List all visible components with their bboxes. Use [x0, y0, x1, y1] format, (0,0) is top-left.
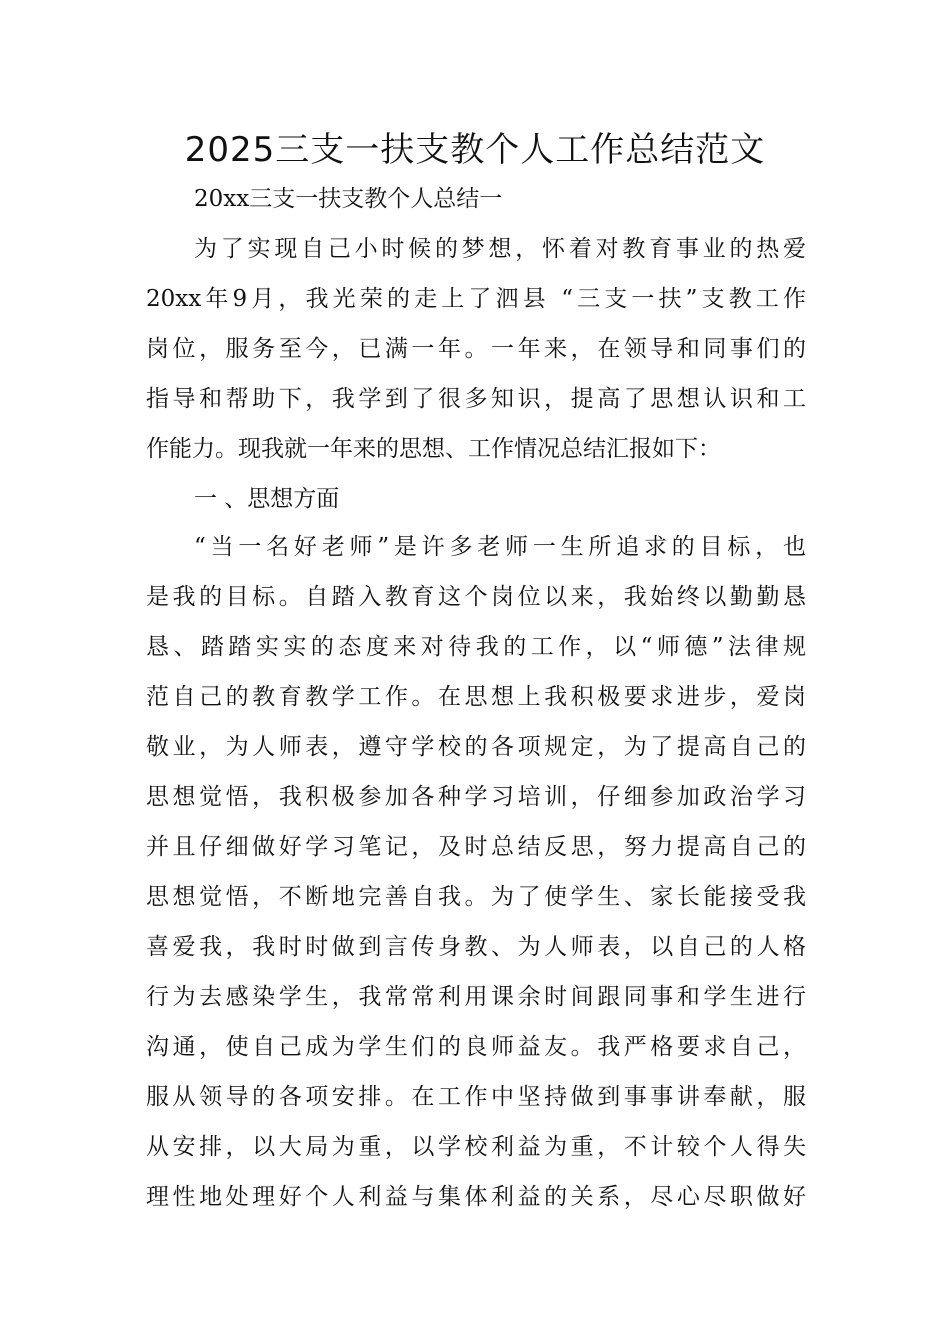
paragraph-line: 指导和帮助下，我学到了很多知识，提高了思想认识和工 [146, 386, 806, 412]
paragraph-line: 思想觉悟，不断地完善自我。为了使学生、家长能接受我 [146, 884, 806, 910]
paragraph-line: 沟通，使自己成为学生们的良师益友。我严格要求自己， [146, 1034, 806, 1060]
paragraph-intro [146, 224, 806, 474]
paragraph-line: 作能力。现我就一年来的思想、工作情况总结汇报如下： [146, 436, 721, 462]
paragraph-line: 岗位，服务至今，已满一年。一年来，在领导和同事们的 [146, 336, 806, 362]
paragraph-line: 恳、踏踏实实的态度来对待我的工作，以“师德”法律规 [146, 634, 806, 660]
paragraph-line: 思想觉悟，我积极参加各种学习培训，仔细参加政治学习 [146, 784, 806, 810]
document-title: 2025三支一扶支教个人工作总结范文 [184, 130, 766, 170]
paragraph-line: 敬业，为人师表，遵守学校的各项规定，为了提高自己的 [146, 734, 806, 760]
paragraph-line: 是我的目标。自踏入教育这个岗位以来，我始终以勤勤恳 [146, 584, 806, 610]
paragraph-line: 范自己的教育教学工作。在思想上我积极要求进步，爱岗 [146, 684, 806, 710]
section-heading: 一 、思想方面 [194, 486, 340, 512]
paragraph-thought [146, 522, 806, 1222]
paragraph-line: 行为去感染学生，我常常利用课余时间跟同事和学生进行 [146, 984, 806, 1010]
paragraph-line: 从安排，以大局为重，以学校利益为重，不计较个人得失 [146, 1134, 806, 1160]
paragraph-line: 理性地处理好个人利益与集体利益的关系，尽心尽职做好 [146, 1184, 806, 1210]
document-subtitle: 20xx三支一扶支教个人总结一 [194, 186, 503, 212]
paragraph-line: “当一名好老师”是许多老师一生所追求的目标，也 [194, 534, 806, 560]
paragraph-line: 喜爱我，我时时做到言传身教、为人师表，以自己的人格 [146, 934, 806, 960]
paragraph-line: 服从领导的各项安排。在工作中坚持做到事事讲奉献，服 [146, 1084, 806, 1110]
paragraph-line: 20xx年9月，我光荣的走上了泗县 “三支一扶”支教工作 [146, 286, 806, 312]
paragraph-line: 并且仔细做好学习笔记，及时总结反思，努力提高自己的 [146, 834, 806, 860]
paragraph-line: 为了实现自己小时候的梦想，怀着对教育事业的热爱 [194, 236, 806, 262]
